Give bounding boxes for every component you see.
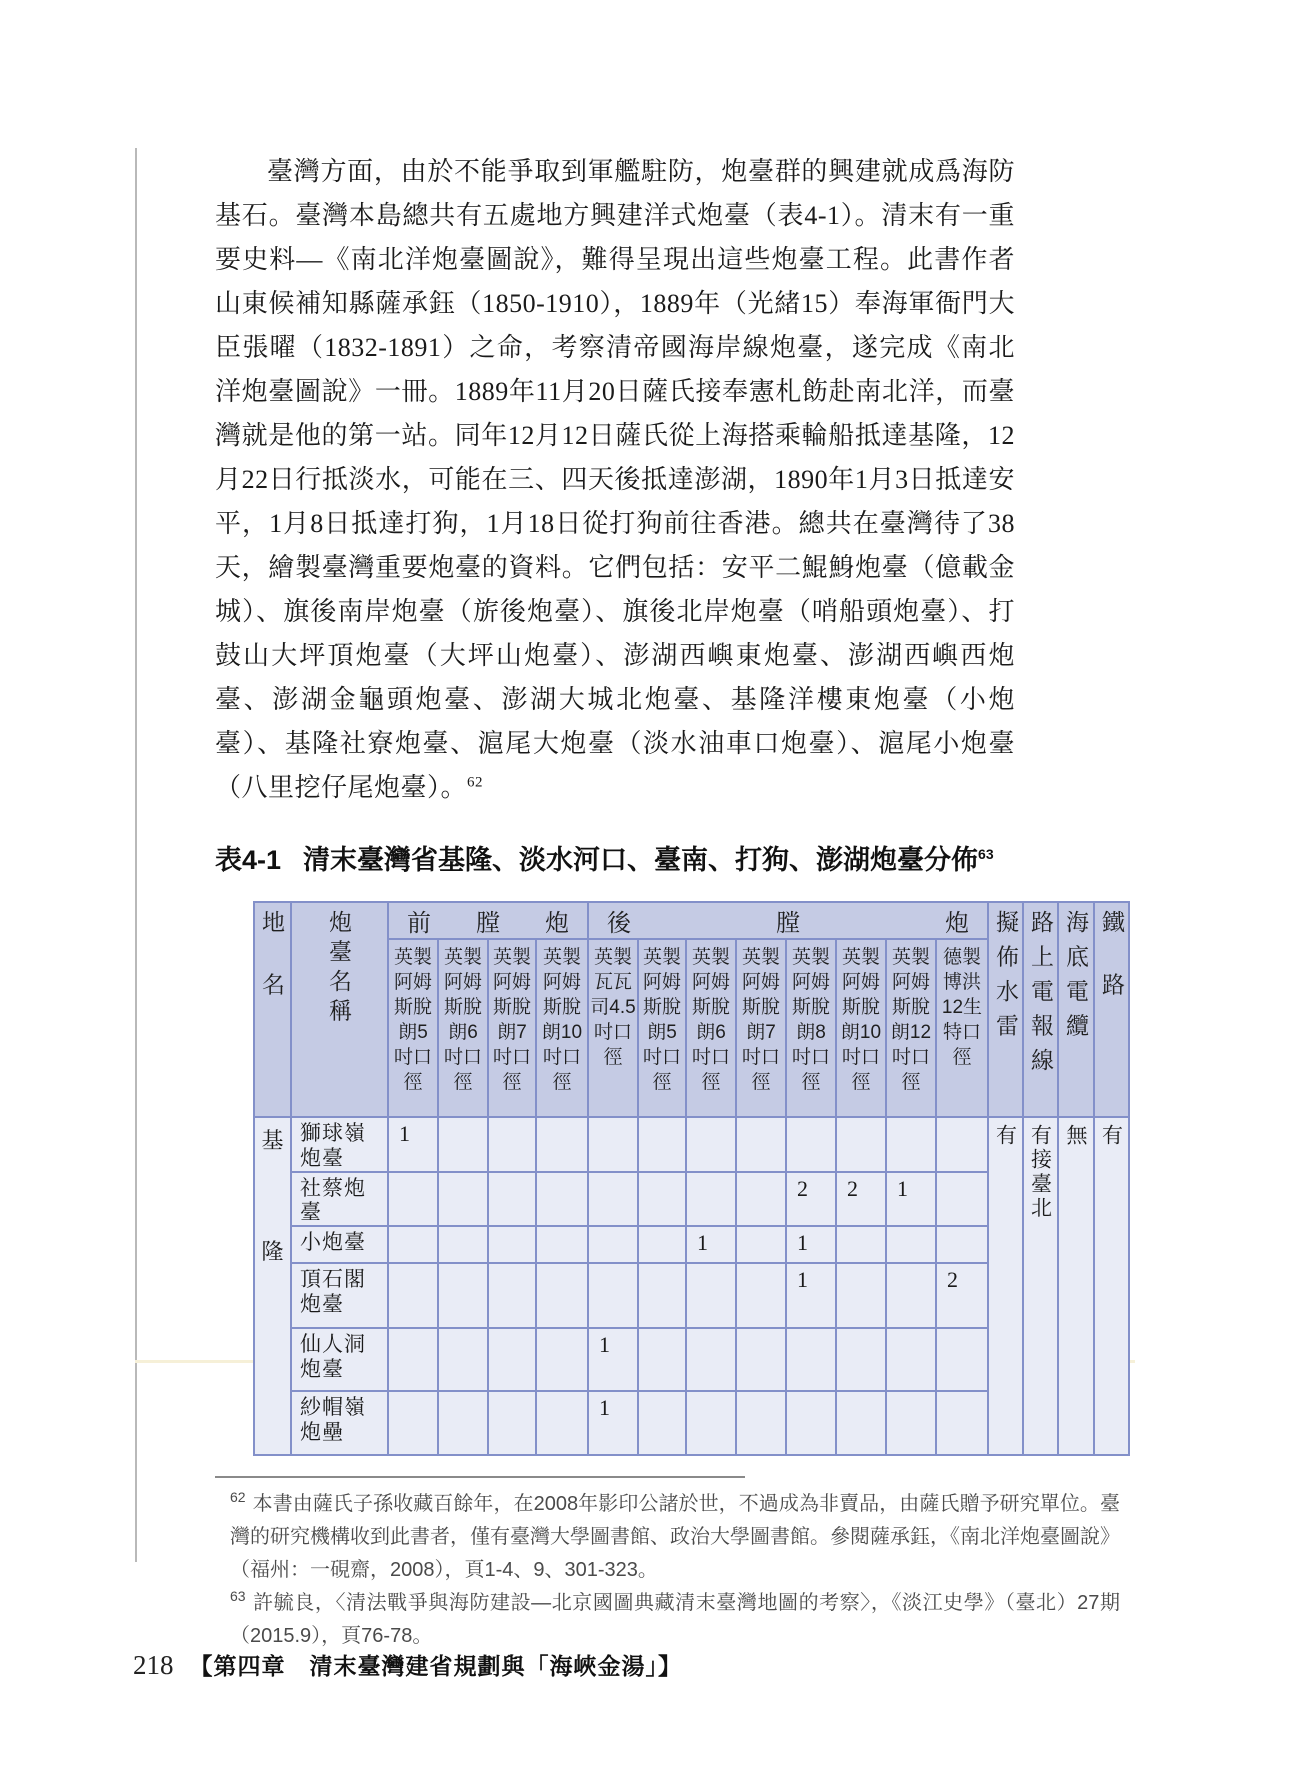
gun-count-cell [488,1172,536,1227]
gun-count-cell [736,1172,786,1227]
fort-name-cell: 紗帽嶺炮壘 [291,1391,388,1455]
gun-count-cell [936,1328,988,1391]
gun-count-cell [786,1328,836,1391]
footnote-reference-62: 62 [467,774,484,791]
table-caption-label: 表4-1 [215,845,282,875]
fort-name-cell: 社蔡炮臺 [291,1172,388,1227]
gun-count-cell [536,1328,588,1391]
gun-count-cell [836,1328,886,1391]
gun-count-cell [438,1226,488,1263]
gun-count-cell: 1 [388,1117,438,1172]
left-margin-rule [135,148,137,1562]
gun-count-cell [836,1263,886,1328]
group-char: 膛 [776,910,800,937]
mine-column-header [988,902,1023,1117]
fort-name-column-label: 炮臺名稱 [326,910,352,1028]
gun-count-cell [588,1263,638,1328]
gun-count-cell [588,1226,638,1263]
infrastructure-cell [1058,1117,1094,1455]
gun-count-cell [936,1117,988,1172]
fort-name-column-header [291,902,388,1117]
fort-table-body [254,1117,1129,1455]
gun-count-cell [936,1391,988,1455]
gun-count-cell [638,1391,686,1455]
footnote-text: 許毓良，〈清法戰爭與海防建設—北京國圖典藏清末臺灣地圖的考察〉，《淡江史學》（臺北）27期（2015.9），頁76-78。 [230,1592,1120,1647]
main-content [215,150,1130,1456]
fort-name-cell: 仙人洞炮臺 [291,1328,388,1391]
gun-count-cell [886,1117,936,1172]
gun-count-cell [736,1263,786,1328]
gun-count-cell [388,1263,438,1328]
front-loading-gun-group-header [388,902,588,939]
railway-column-label: 鐵路 [1099,910,1125,1035]
breech-loading-gun-group-header [588,902,988,939]
gun-count-cell [638,1328,686,1391]
gun-count-cell [388,1172,438,1227]
gun-column-header: 英製阿姆斯脫朗7吋口徑 [488,939,536,1117]
gun-count-cell [936,1172,988,1227]
gun-count-cell: 1 [886,1172,936,1227]
infrastructure-cell [988,1117,1023,1455]
location-char: 隆 [261,1239,284,1264]
gun-count-cell [438,1172,488,1227]
fort-name-cell: 獅球嶺炮臺 [291,1117,388,1172]
footnote-separator [215,1476,745,1478]
fort-name-cell: 小炮臺 [291,1226,388,1263]
gun-count-cell [886,1328,936,1391]
gun-count-cell [936,1226,988,1263]
gun-count-cell: 1 [686,1226,736,1263]
fort-name-cell: 頂石閣炮臺 [291,1263,388,1328]
telegraph-column-label: 路上電報線 [1028,910,1054,1083]
gun-count-cell [536,1172,588,1227]
group-char: 膛 [476,910,500,937]
footnotes-section [215,1476,1120,1653]
location-column-label: 地名 [259,910,285,1035]
location-column-header [254,902,291,1117]
gun-count-cell [736,1391,786,1455]
gun-column-header: 英製阿姆斯脫朗8吋口徑 [786,939,836,1117]
gun-count-cell [836,1391,886,1455]
footnote-number: 62 [230,1489,246,1506]
gun-count-cell [638,1263,686,1328]
railway-column-header [1094,902,1129,1117]
gun-count-cell [488,1328,536,1391]
gun-column-header: 英製阿姆斯脫朗6吋口徑 [438,939,488,1117]
gun-count-cell [736,1117,786,1172]
footnote-text: 本書由薩氏子孫收藏百餘年，在2008年影印公諸於世，不過成為非賣品，由薩氏贈予研究單位。臺灣的研究機構收到此書者，僅有臺灣大學圖書館、政治大學圖書館。參閱薩承鈺，《南北洋炮臺圖說》（福州：一硯齋，2008），頁1-4、9、301-323。 [230,1493,1120,1581]
gun-count-cell: 1 [786,1263,836,1328]
gun-column-header: 英製阿姆斯脫朗12吋口徑 [886,939,936,1117]
gun-count-cell [536,1117,588,1172]
group-header-row [254,902,1129,939]
gun-column-header: 英製阿姆斯脫朗6吋口徑 [686,939,736,1117]
gun-count-cell [638,1226,686,1263]
gun-count-cell [438,1263,488,1328]
table-caption-title: 清末臺灣省基隆、淡水河口、臺南、打狗、澎湖炮臺分佈 [303,845,979,875]
infrastructure-value: 有 [1099,1124,1124,1149]
gun-count-cell [388,1391,438,1455]
gun-count-cell [588,1117,638,1172]
gun-count-cell [488,1117,536,1172]
gun-count-cell: 1 [588,1328,638,1391]
gun-column-header: 英製阿姆斯脫朗10吋口徑 [836,939,886,1117]
gun-count-cell [686,1263,736,1328]
footnote-62 [215,1488,1120,1587]
gun-count-cell [686,1328,736,1391]
gun-count-cell: 1 [588,1391,638,1455]
gun-count-cell [686,1391,736,1455]
infrastructure-value: 有接臺北 [1028,1124,1053,1221]
telegraph-column-header [1023,902,1058,1117]
location-char: 基 [261,1128,284,1153]
gun-count-cell [388,1328,438,1391]
gun-count-cell [886,1263,936,1328]
gun-count-cell [536,1391,588,1455]
page-footer [133,1648,682,1681]
gun-count-cell: 2 [786,1172,836,1227]
gun-count-cell [488,1391,536,1455]
gun-count-cell [736,1328,786,1391]
gun-column-header: 英製瓦瓦司4.5吋口徑 [588,939,638,1117]
gun-count-cell [638,1172,686,1227]
group-char: 後 [607,910,631,937]
gun-count-cell [836,1226,886,1263]
gun-count-cell [638,1117,686,1172]
gun-count-cell [438,1328,488,1391]
footnote-63 [215,1587,1120,1653]
gun-count-cell [736,1226,786,1263]
gun-count-cell [686,1117,736,1172]
infrastructure-cell [1094,1117,1129,1455]
submarine-cable-column-header [1058,902,1094,1117]
gun-column-header: 英製阿姆斯脫朗5吋口徑 [638,939,686,1117]
gun-count-cell [786,1391,836,1455]
infrastructure-cell [1023,1117,1058,1455]
gun-count-cell [786,1117,836,1172]
gun-count-cell [388,1226,438,1263]
table-caption [215,838,1075,877]
gun-count-cell [438,1117,488,1172]
group-char: 炮 [945,910,969,937]
table-row [254,1117,1129,1172]
gun-column-header: 英製阿姆斯脫朗5吋口徑 [388,939,438,1117]
footnote-reference-63: 63 [978,846,994,862]
gun-count-cell: 1 [786,1226,836,1263]
group-char: 前 [407,910,431,937]
footnote-number: 63 [230,1588,246,1605]
gun-column-header: 英製阿姆斯脫朗7吋口徑 [736,939,786,1117]
paragraph-text: 臺灣方面，由於不能爭取到軍艦駐防，炮臺群的興建就成爲海防基石。臺灣本島總共有五處地方興建洋式炮臺（表4-1）。清末有一重要史料—《南北洋炮臺圖說》，難得呈現出這些炮臺工程。此書作者山東候補知縣薩承鈺（1850-1910），1889年（光緒15）奉海軍衙門大臣張曜（1832-1891）之命，考察清帝國海岸線炮臺，遂完成《南北洋炮臺圖說》一冊。1889年11月20日薩氏接奉憲札飭赴南北洋，而臺灣就是他的第一站。同年12月12日薩氏從上海搭乘輪船抵達基隆，12月22日行抵淡水，可能在三、四天後抵達澎湖，1890年1月3日抵達安平，1月8日抵達打狗，1月18日從打狗前往香港。總共在臺灣待了38天，繪製臺灣重要炮臺的資料。它們包括：安平二鯤鯓炮臺（億載金城）、旗後南岸炮臺（旂後炮臺）、旗後北岸炮臺（哨船頭炮臺）、打鼓山大坪頂炮臺（大坪山炮臺）、澎湖西嶼東炮臺、澎湖西嶼西炮臺、澎湖金龜頭炮臺、澎湖大城北炮臺、基隆洋樓東炮臺（小炮臺）、基隆社寮炮臺、滬尾大炮臺（淡水油車口炮臺）、滬尾小炮臺（八里挖仔尾炮臺）。 [215,157,1015,802]
gun-count-cell [438,1391,488,1455]
page-number: 218 [133,1650,174,1680]
body-paragraph [215,150,1015,810]
gun-count-cell [488,1226,536,1263]
gun-count-cell [588,1172,638,1227]
gun-count-cell [836,1117,886,1172]
gun-count-cell [536,1226,588,1263]
gun-column-header: 英製阿姆斯脫朗10吋口徑 [536,939,588,1117]
gun-count-cell [536,1263,588,1328]
gun-count-cell [886,1391,936,1455]
infrastructure-value: 無 [1064,1124,1088,1149]
gun-count-cell: 2 [836,1172,886,1227]
chapter-title: 【第四章 清末臺灣建省規劃與「海峽金湯」】 [189,1654,682,1679]
gun-column-header: 德製博洪12生特口徑 [936,939,988,1117]
submarine-cable-column-label: 海底電纜 [1063,910,1089,1048]
gun-count-cell [686,1172,736,1227]
location-cell [254,1117,291,1455]
mine-column-label: 擬佈水雷 [993,910,1019,1048]
gun-count-cell [488,1263,536,1328]
infrastructure-value: 有 [993,1124,1018,1149]
group-char: 炮 [545,910,569,937]
fort-distribution-table [253,901,1130,1456]
gun-count-cell [886,1226,936,1263]
gun-count-cell: 2 [936,1263,988,1328]
